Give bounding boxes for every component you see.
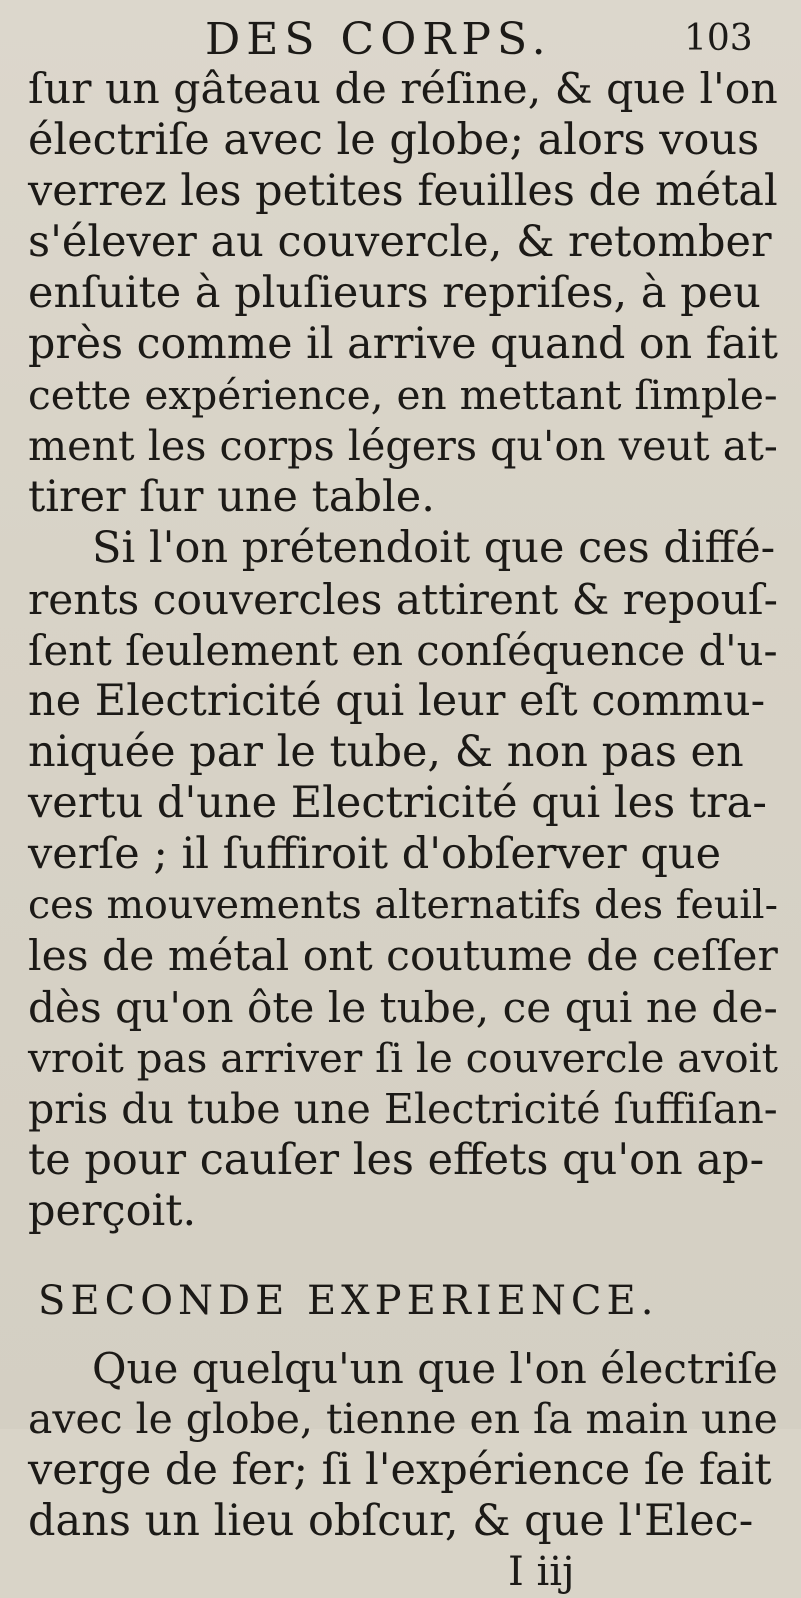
body-text (28, 64, 778, 1598)
text-line: Que quelqu'un que l'on électriſe (92, 1344, 778, 1393)
text-line: Si l'on prétendoit que ces diffé- (92, 523, 776, 573)
text-line: vertu d'une Electricité qui les tra- (28, 778, 767, 828)
running-title: DES CORPS. (205, 14, 552, 65)
text-line: niquée par le tube, & non pas en (28, 727, 744, 777)
text-line: ment les corps légers qu'on veut at- (28, 422, 778, 470)
section-heading: SECONDE EXPERIENCE. (38, 1278, 659, 1324)
text-line: électriſe avec le globe; alors vous (28, 115, 760, 165)
text-line: verge de fer; ſi l'expérience ſe fait (28, 1445, 772, 1495)
paragraph (28, 1343, 778, 1547)
text-line: les de métal ont coutume de ceſſer (28, 932, 778, 981)
text-line: avec le globe, tienne en ſa main une (28, 1395, 778, 1443)
text-line: ces mouvements alternatifs des feuil- (28, 882, 778, 928)
text-line: pris du tube une Electricité ſuffiſan- (28, 1085, 778, 1133)
text-line: rents couvercles attirent & repouſ- (28, 575, 778, 624)
text-line: ſent ſeulement en conſéquence d'u- (28, 626, 778, 675)
running-head (0, 14, 801, 64)
text-line: te pour cauſer les effets qu'on ap- (28, 1135, 765, 1185)
text-line: vroit pas arriver ſi le couvercle avoit (28, 1034, 778, 1082)
text-line: cette expérience, en mettant ſimple- (28, 371, 778, 419)
text-line: dès qu'on ôte le tube, ce qui ne de- (28, 983, 778, 1032)
page-number: 103 (684, 18, 753, 59)
text-line: perçoit. (28, 1186, 197, 1236)
text-line: ſur un gâteau de réſine, & que l'on (28, 65, 778, 114)
text-line: verſe ; il ſuffiroit d'obſerver que (28, 829, 722, 879)
paragraph-continued (28, 64, 778, 523)
text-line: ne Electricité qui leur eſt commu- (28, 676, 766, 726)
text-line: près comme il arrive quand on fait (28, 319, 778, 369)
signature-mark: I iij (508, 1549, 575, 1595)
text-line: tirer ſur une table. (28, 472, 435, 522)
paragraph (28, 523, 778, 1237)
text-line: s'élever au couvercle, & retomber (28, 217, 772, 267)
text-line: dans un lieu obſcur, & que l'Elec- (28, 1496, 754, 1546)
text-line: verrez les petites feuilles de métal (28, 166, 778, 216)
text-line: enſuite à pluſieurs repriſes, à peu (28, 268, 761, 318)
